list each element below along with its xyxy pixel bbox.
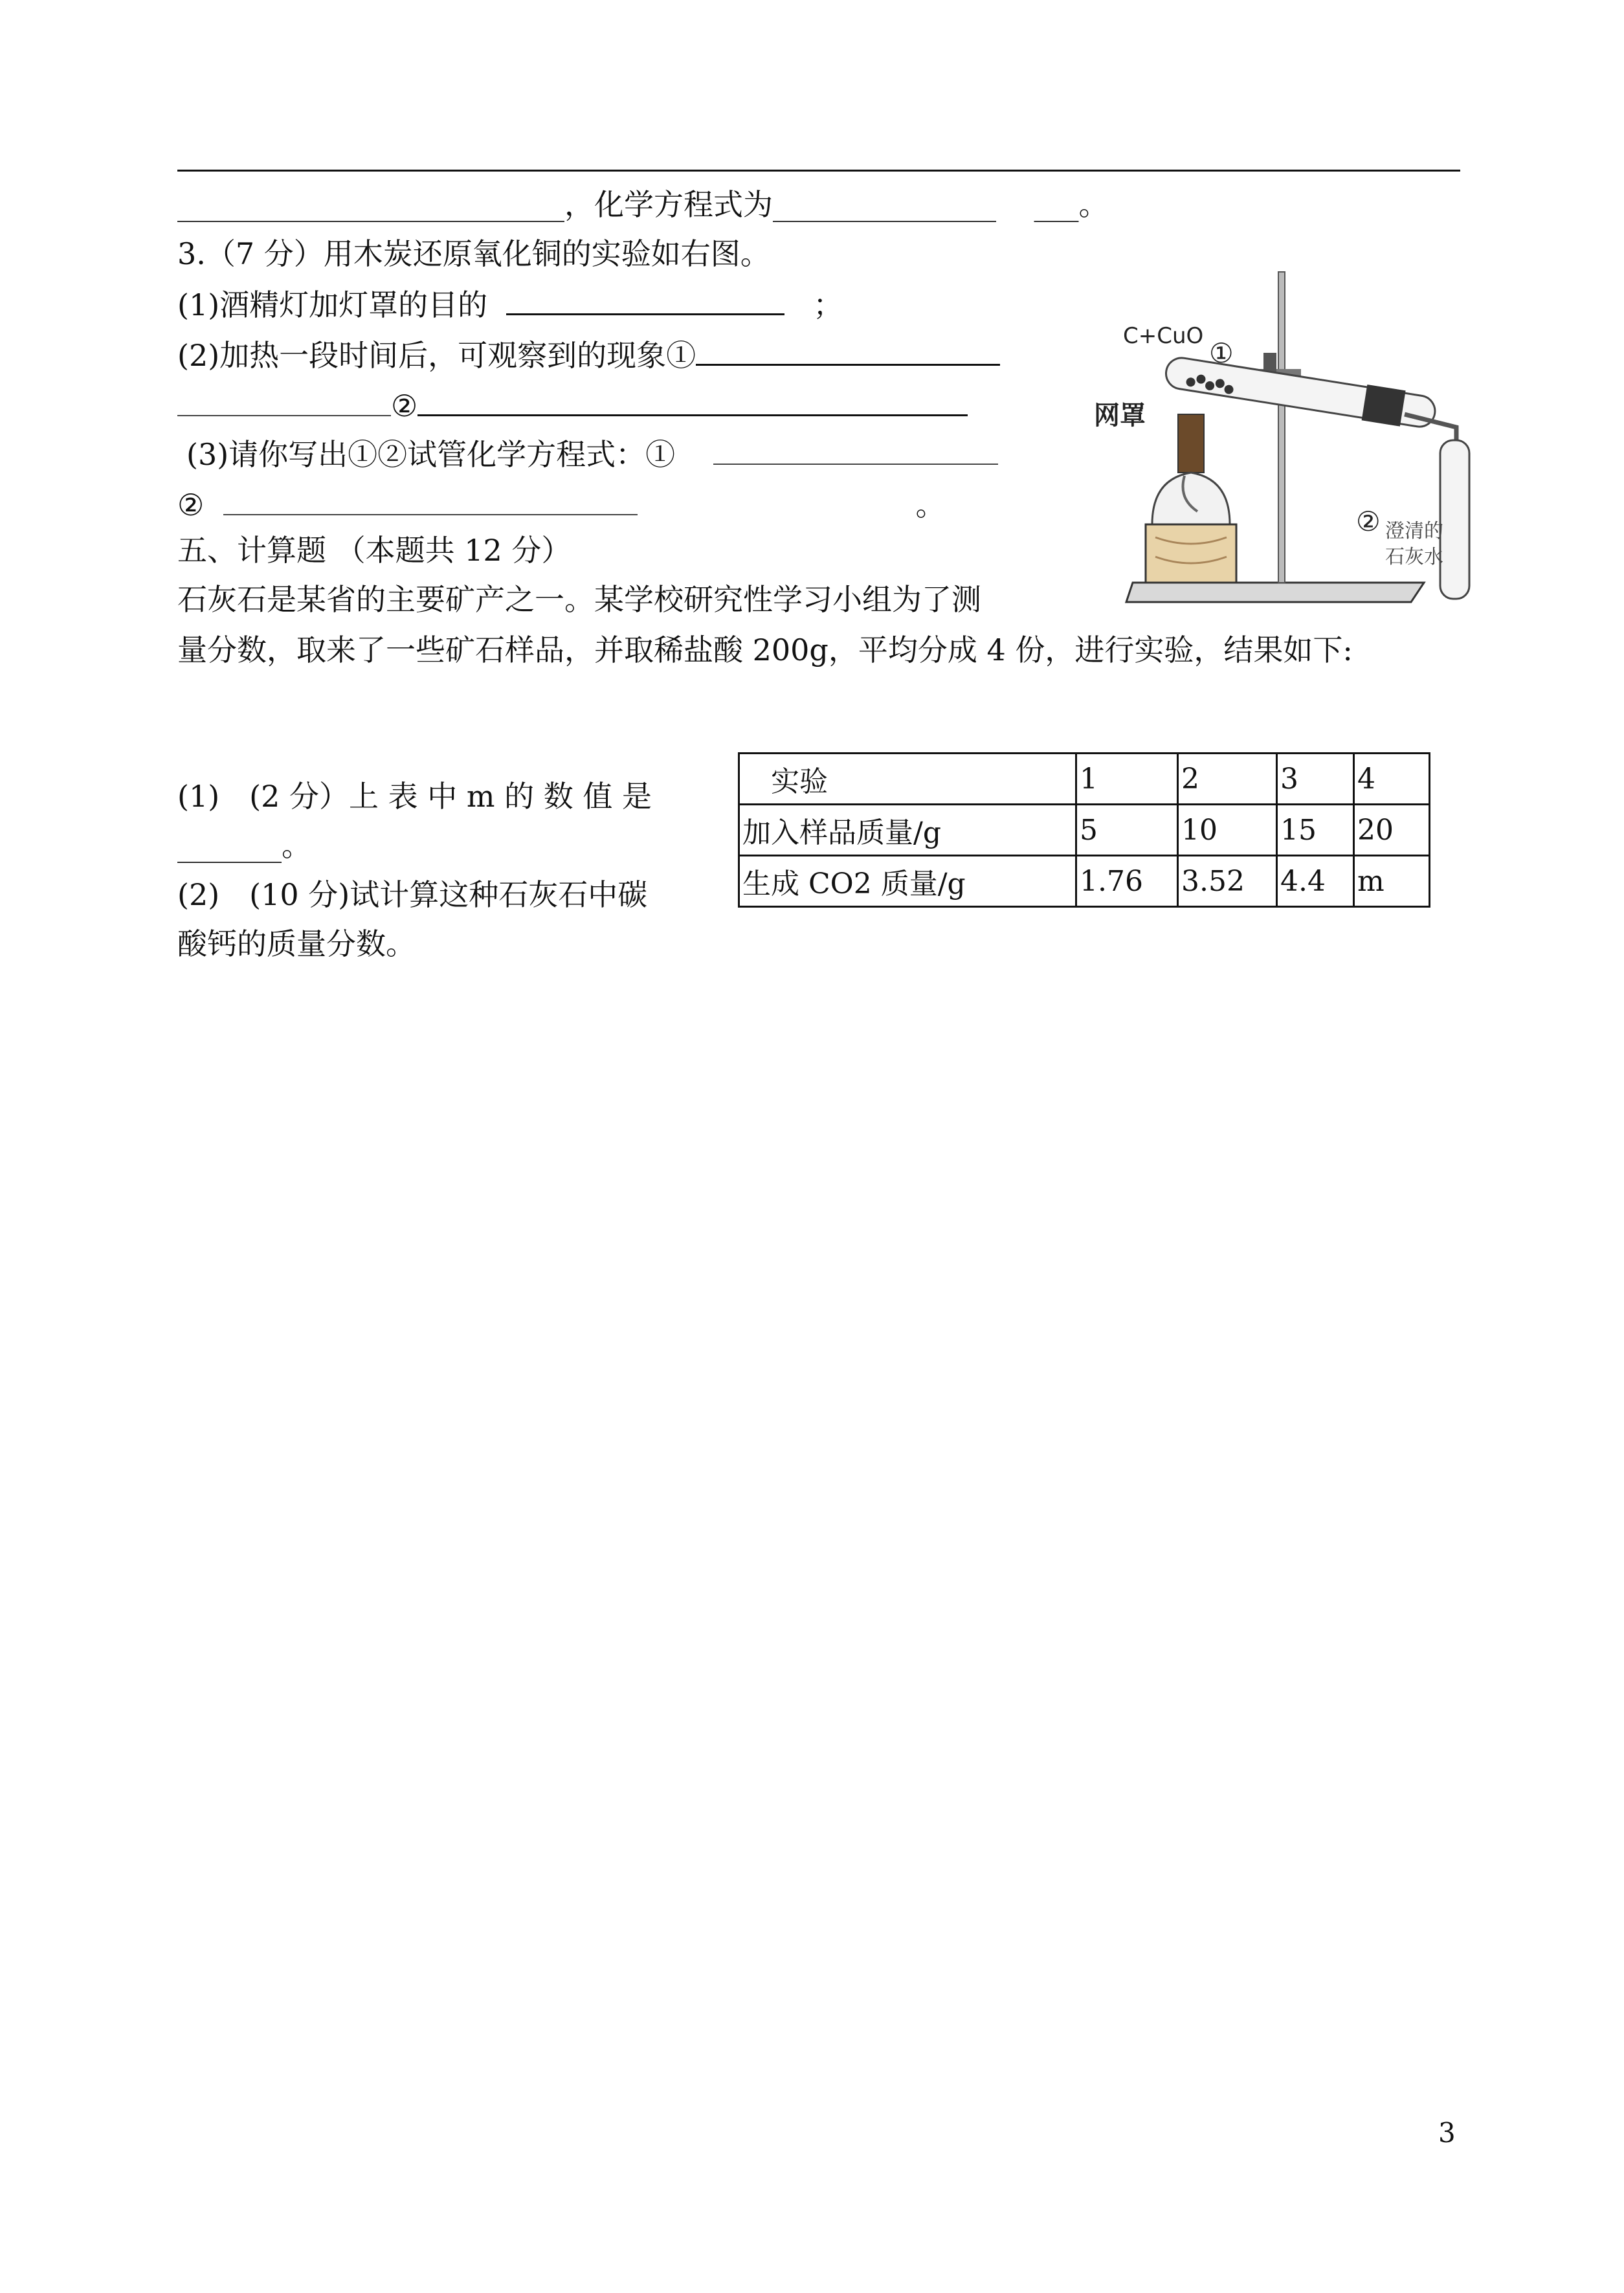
alcohol-lamp — [1152, 473, 1230, 524]
sub-question-1-blank[interactable]: _______。 — [177, 828, 311, 863]
table-cell: 1.76 — [1076, 856, 1178, 907]
table-cell: 1 — [1076, 754, 1178, 805]
marker-2: ② — [177, 487, 205, 522]
sub-question-1: (1) (2 分）上 表 中 m 的 数 值 是 — [177, 779, 652, 814]
punctuation: 。 — [915, 487, 946, 522]
table-cell: 实验 — [739, 754, 1076, 805]
stand-base — [1126, 583, 1424, 602]
question-3-title: 3.（7 分）用木炭还原氧化铜的实验如右图。 — [177, 236, 770, 271]
wooden-block — [1146, 524, 1236, 583]
table-cell: m — [1354, 856, 1430, 907]
table-cell: 5 — [1076, 805, 1178, 856]
table-cell: 加入样品质量/g — [739, 805, 1076, 856]
table-cell: 15 — [1277, 805, 1354, 856]
question-3-part-3 — [186, 435, 998, 474]
lamp-hood — [1178, 414, 1204, 473]
table-row — [739, 805, 1430, 856]
marker-1-label: ① — [1209, 337, 1234, 369]
answer-blank[interactable] — [223, 486, 638, 515]
table-cell: 3 — [1277, 754, 1354, 805]
table-cell: 20 — [1354, 805, 1430, 856]
section-5-intro-line-2: 量分数，取来了一些矿石样品，并取稀盐酸 200g，平均分成 4 份，进行实验，结果如下: — [177, 632, 1353, 667]
table-cell: 4.4 — [1277, 856, 1354, 907]
stand-rod — [1278, 272, 1285, 583]
sub-question-2: (2) (10 分)试计算这种石灰石中碳 — [177, 877, 648, 912]
answer-blank[interactable] — [417, 386, 968, 416]
apparatus-figure — [1062, 265, 1495, 609]
table-cell: 4 — [1354, 754, 1430, 805]
answer-blank[interactable]: _______________ — [773, 187, 996, 222]
page-number: 3 — [1438, 2117, 1456, 2149]
table-row — [739, 754, 1430, 805]
answer-blank[interactable]: ___ — [1034, 187, 1079, 222]
equation-line — [177, 185, 1109, 224]
punctuation: ； — [813, 287, 843, 322]
section-5-intro-line-1: 石灰石是某省的主要矿产之一。某学校研究性学习小组为了测 — [177, 582, 981, 617]
table-cell: 3.52 — [1178, 856, 1277, 907]
experiment-data-table — [738, 752, 1430, 908]
marker-2: ② — [391, 388, 418, 423]
question-3-part-3-continued — [177, 486, 946, 524]
part-1-label: (1)酒精灯加灯罩的目的 — [177, 287, 488, 322]
equation-prompt: ，化学方程式为 — [564, 187, 773, 222]
table-cell: 2 — [1178, 754, 1277, 805]
question-3-part-1 — [177, 285, 843, 324]
hood-label: 网罩 — [1094, 401, 1146, 431]
answer-blank[interactable] — [177, 386, 391, 416]
question-3-part-2-continued — [177, 386, 968, 425]
clamp-knob-icon — [1263, 353, 1276, 372]
sub-question-2-continued: 酸钙的质量分数。 — [177, 926, 416, 961]
reactant-label: C+CuO — [1123, 323, 1204, 349]
header-rule — [177, 170, 1460, 172]
section-5-title: 五、计算题 （本题共 12 分） — [177, 533, 572, 568]
table-cell: 10 — [1178, 805, 1277, 856]
table-row — [739, 856, 1430, 907]
table-cell: 生成 CO2 质量/g — [739, 856, 1076, 907]
limewater-label-line-1: 澄清的 — [1385, 520, 1443, 542]
answer-blank[interactable] — [506, 285, 784, 315]
part-2-label: (2)加热一段时间后，可观察到的现象① — [177, 338, 696, 373]
test-tube-2 — [1440, 440, 1469, 599]
punctuation: 。 — [1078, 187, 1109, 222]
answer-blank[interactable]: __________________________ — [177, 187, 564, 222]
marker-2-label: ② — [1356, 506, 1381, 537]
part-3-label: (3)请你写出①②试管化学方程式：① — [186, 437, 676, 472]
answer-blank[interactable] — [696, 335, 1000, 366]
question-3-part-2 — [177, 335, 1000, 375]
limewater-label-line-2: 石灰水 — [1385, 546, 1443, 568]
answer-blank[interactable] — [713, 435, 998, 465]
